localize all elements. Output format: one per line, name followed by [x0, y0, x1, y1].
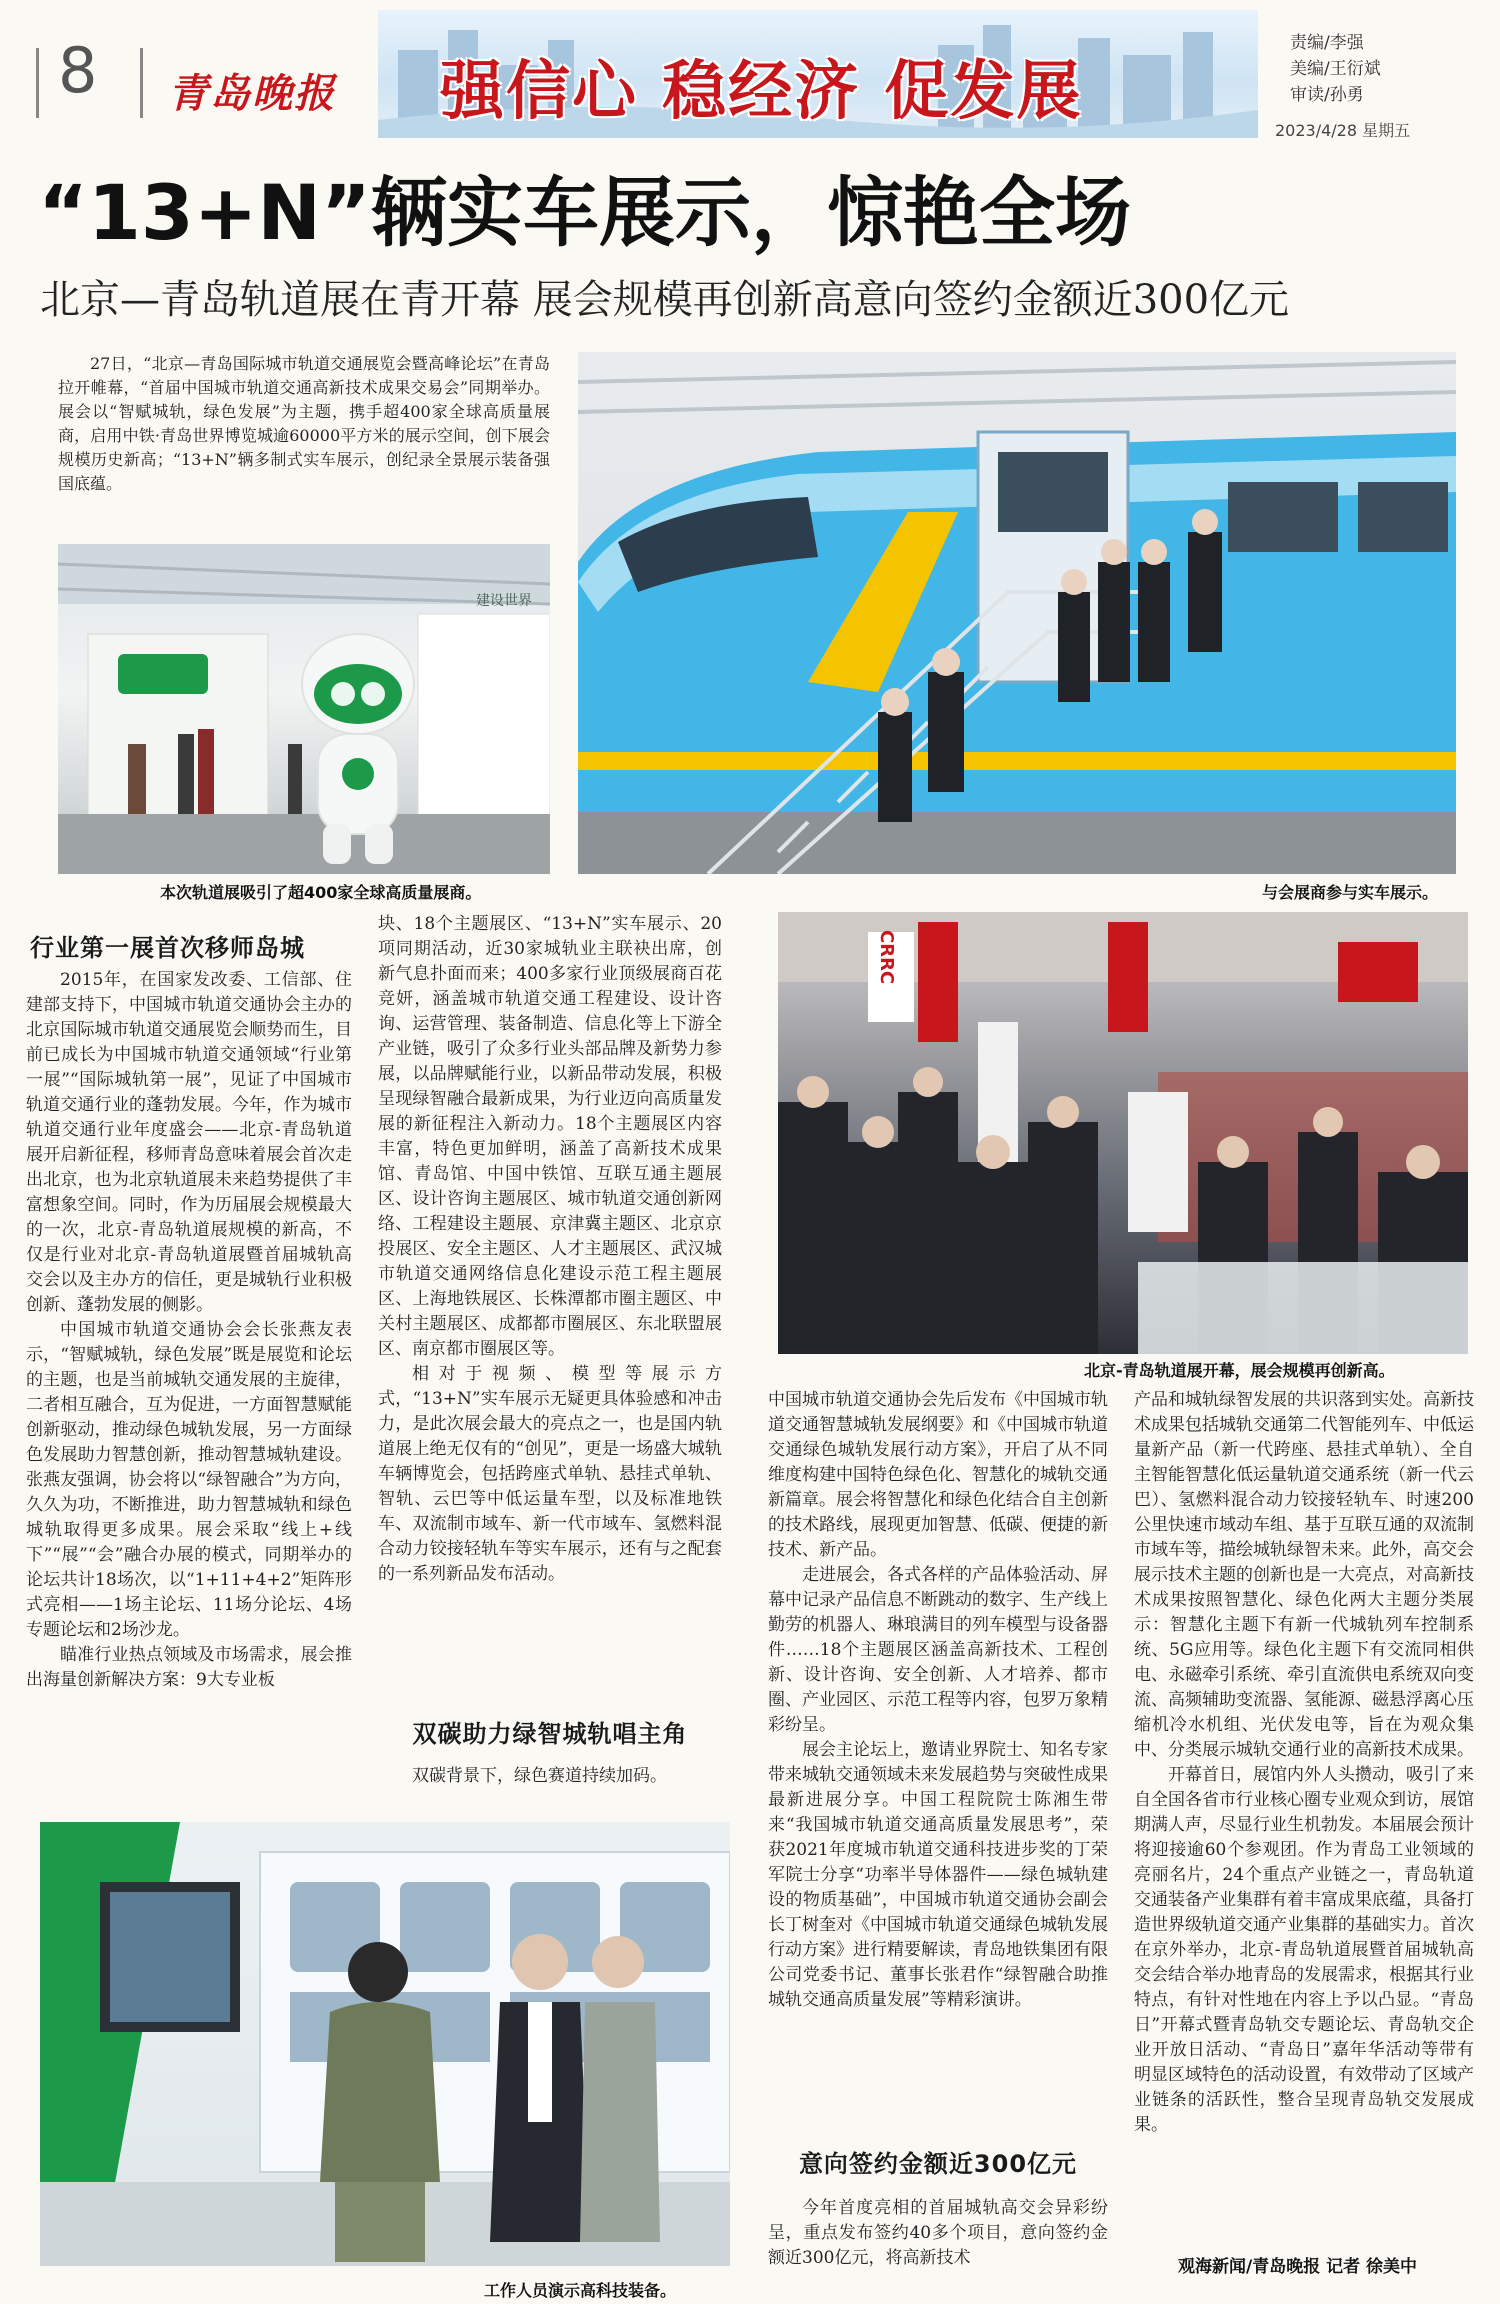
- train-photo-caption: 与会展商参与实车展示。: [1262, 883, 1439, 902]
- hall-photo-caption: 北京-青岛轨道展开幕，展会规模再创新高。: [1084, 1361, 1395, 1380]
- col3-paragraph: 展会主论坛上，邀请业界院士、知名专家带来城轨交通领域未来发展趋势与突破性成果最新进展分享。中国工程院院士陈湘生带来“我国城市轨道交通高质量发展思考”，荣获2021年度城市轨道交通科技进步奖的丁荣军院士分享“功率半导体器件——绿色城轨建设的物质基础”，中国城市轨道交通协会副会长丁树奎对《中国城市轨道交通绿色城轨发展行动方案》进行精要解读，青岛地铁集团有限公司党委书记、董事长张君作“绿智融合助推城轨交通高质量发展”等精彩演讲。: [768, 1740, 1108, 2010]
- col1-paragraph: 中国城市轨道交通协会会长张燕友表示，“智赋城轨，绿色发展”既是展览和论坛的主题，也是当前城轨交通发展的主旋律，二者相互融合，互为促进，一方面智慧赋能创新驱动，推动绿色城轨发展，另一方面绿色发展助力智慧创新，推动智慧城轨建设。张燕友强调，协会将以“绿智融合”为方向，久久为功，不断推进，助力智慧城轨和绿色城轨取得更多成果。展会采取“线上+线下”“展”“会”融合办展的模式，同期举办的论坛共计18场次，以“1+11+4+2”矩阵形式亮相——1场主论坛、11场分论坛、4场专题论坛和2场沙龙。: [26, 1320, 352, 1640]
- headline-subtitle: 北京—青岛轨道展在青开幕 展会规模再创新高意向签约金额近300亿元: [40, 277, 1290, 323]
- divider-rule: [140, 48, 143, 118]
- page-number: 8: [58, 34, 98, 107]
- col2-paragraph: 块、18个主题展区、“13+N”实车展示、20项同期活动，近30家城轨业主联袂出席，创新气息扑面而来；400多家行业顶级展商百花竞妍，涵盖城市轨道交通工程建设、设计咨询、运营管理、装备制造、信息化等上下游全产业链，吸引了众多行业头部品牌及新势力参展，以品牌赋能行业，以新品带动发展，积极呈现绿智融合最新成果，为行业迈向高质量发展的新征程注入新动力。18个主题展区内容丰富，特色更加鲜明，涵盖了高新技术成果馆、青岛馆、中国中铁馆、互联互通主题展区、设计咨询主题展区、城市轨道交通创新网络、工程建设主题展、京津冀主题区、北京京投展区、安全主题区、人才主题展区、武汉城市轨道交通网络信息化建设示范工程主题展区、上海地铁展区、长株潭都市圈主题区、中关村主题展区、成都都市圈展区、东北联盟展区、南京都市圈展区等。: [378, 914, 722, 1359]
- banner: [378, 10, 1258, 138]
- designer-credit: 美编/王衍斌: [1290, 59, 1381, 79]
- section-heading-2: 双碳助力绿智城轨唱主角: [412, 1720, 688, 1748]
- train-photo: [578, 352, 1456, 874]
- col1-paragraph: 2015年，在国家发改委、工信部、住建部支持下，中国城市轨道交通协会主办的北京国际城市轨道交通展览会顺势而生，目前已成长为中国城市轨道交通领域“行业第一展”“国际城轨第一展”，见证了中国城市轨道交通行业的蓬勃发展。今年，作为城市轨道交通行业年度盛会——北京-青岛轨道展开启新征程，移师青岛意味着展会首次走出北京，也为北京轨道展未来趋势提供了丰富想象空间。同时，作为历届展会规模最大的一次，北京-青岛轨道展规模的新高，不仅是行业对北京-青岛轨道展暨首届城轨高交会以及主办方的信任，更是城轨行业积极创新、蓬勃发展的侧影。: [26, 970, 352, 1315]
- col4-paragraph: 开幕首日，展馆内外人头攒动，吸引了来自全国各省市行业核心圈专业观众到访，展馆期满人声，尽显行业生机勃发。本届展会预计将迎接逾60个参观团。作为青岛工业领域的亮丽名片，24个重点产业链之一，青岛轨道交通装备产业集群有着丰富成果底蕴，具备打造世界级轨道交通产业集群的基础实力。首次在京外举办，北京-青岛轨道展暨首届城轨高交会结合举办地青岛的发展需求，根据其行业特点，有针对性地在内容上予以凸显。“青岛日”开幕式暨青岛轨交专题论坛、青岛轨交企业开放日活动、“青岛日”嘉年华活动等带有明显区域特色的活动设置，有效带动了区域产业链条的活跃性，整合呈现青岛轨交发展成果。: [1134, 1765, 1474, 2135]
- crrc-sign: CRRC: [876, 930, 897, 985]
- lead-paragraph-text: 27日，“北京—青岛国际城市轨道交通展览会暨高峰论坛”在青岛拉开帷幕，“首届中国城市轨道交通高新技术成果交易会”同期举办。展会以“智赋城轨，绿色发展”为主题，携手超400家全球高质量展商，启用中铁·青岛世界博览城逾60000平方米的展示空间，创下展会规模历史新高；“13+N”辆多制式实车展示，创纪录全景展示装备强国底蕴。: [58, 354, 550, 493]
- editor-credit: 责编/李强: [1290, 33, 1364, 53]
- article-col-3b: [768, 2196, 1108, 2276]
- section-heading-3: 意向签约金额近300亿元: [798, 2150, 1078, 2178]
- banner-slogan: 强信心 稳经济 促发展: [440, 55, 1083, 129]
- robot-photo: [58, 544, 550, 874]
- tech-photo-caption: 工作人员演示高科技装备。: [484, 2281, 677, 2300]
- section-heading-1: 行业第一展首次移师岛城: [30, 934, 305, 962]
- paper-name: 青岛晚报: [168, 70, 336, 117]
- tech-photo: [40, 1822, 730, 2266]
- col3-paragraph: 中国城市轨道交通协会先后发布《中国城市轨道交通智慧城轨发展纲要》和《中国城市轨道交通绿色城轨发展行动方案》，开启了从不同维度构建中国特色绿色化、智慧化的城轨交通新篇章。展会将智慧化和绿色化结合自主创新的技术路线，展现更加智慧、低碳、便捷的新技术、新产品。: [768, 1390, 1108, 1560]
- headline-title: “13+N”辆实车展示，惊艳全场: [38, 168, 1131, 257]
- train-photo-art: [578, 352, 1456, 874]
- tech-photo-art: [40, 1822, 730, 2266]
- col4-paragraph: 产品和城轨绿智发展的共识落到实处。高新技术成果包括城轨交通第二代智能列车、中低运量新产品（新一代跨座、悬挂式单轨）、全自主智能智慧化低运量轨道交通系统（新一代云巴）、氢燃料混合动力铰接轻轨车、时速200公里快速市域动车组、基于互联互通的双流制市域车等，描绘城轨绿智未来。此外，高交会展示技术主题的创新也是一大亮点，对高新技术成果按照智慧化、绿色化两大主题分类展示：智慧化主题下有新一代城轨列车控制系统、5G应用等。绿色化主题下有交流同相供电、永磁牵引系统、牵引直流供电系统双向变流、高频辅助变流器、氢能源、磁悬浮离心压缩机冷水机组、光伏发电等，旨在为观众集中、分类展示城轨交通行业的高新技术成果。: [1134, 1390, 1474, 1760]
- article-col-4: [1134, 1388, 1474, 2248]
- article-col-3: [768, 1388, 1108, 2124]
- col2-paragraph: 双碳背景下，绿色赛道持续加码。: [412, 1766, 667, 1786]
- byline: 观海新闻/青岛晚报 记者 徐美中: [1178, 2257, 1418, 2277]
- reviewer-credit: 审读/孙勇: [1290, 85, 1364, 105]
- article-col-2: [378, 912, 722, 1692]
- booth-sign: 建设世界: [476, 593, 532, 609]
- issue-date: 2023/4/28 星期五: [1275, 121, 1411, 140]
- col1-paragraph: 瞄准行业热点领域及市场需求，展会推出海量创新解决方案：9大专业板: [26, 1645, 352, 1690]
- article-col-2b: [378, 1764, 722, 1789]
- col3-paragraph: 今年首度亮相的首届城轨高交会异彩纷呈，重点发布签约40多个项目，意向签约金额近300亿元，将高新技术: [768, 2198, 1108, 2268]
- article-col-1: [26, 968, 352, 1798]
- lead-paragraph: [58, 352, 550, 496]
- robot-photo-caption: 本次轨道展吸引了超400家全球高质量展商。: [160, 883, 482, 902]
- col2-paragraph: 相对于视频、模型等展示方式，“13+N”实车展示无疑更具体验感和冲击力，是此次展会最大的亮点之一，也是国内轨道展上绝无仅有的“创见”，更是一场盛大城轨车辆博览会，包括跨座式单轨、悬挂式单轨、智轨、云巴等中低运量车型，以及标准地铁车、双流制市域车、新一代市域车、氢燃料混合动力铰接轻轨车等实车展示，还有与之配套的一系列新品发布活动。: [378, 1364, 722, 1584]
- hall-photo: [778, 912, 1468, 1354]
- divider-rule: [36, 48, 39, 118]
- masthead: [0, 0, 1500, 145]
- col3-paragraph: 走进展会，各式各样的产品体验活动、屏幕中记录产品信息不断跳动的数字、生产线上勤劳的机器人、琳琅满目的列车模型与设备器件……18个主题展区涵盖高新技术、工程创新、设计咨询、安全创新、人才培养、都市圈、产业园区、示范工程等内容，包罗万象精彩纷呈。: [768, 1565, 1108, 1735]
